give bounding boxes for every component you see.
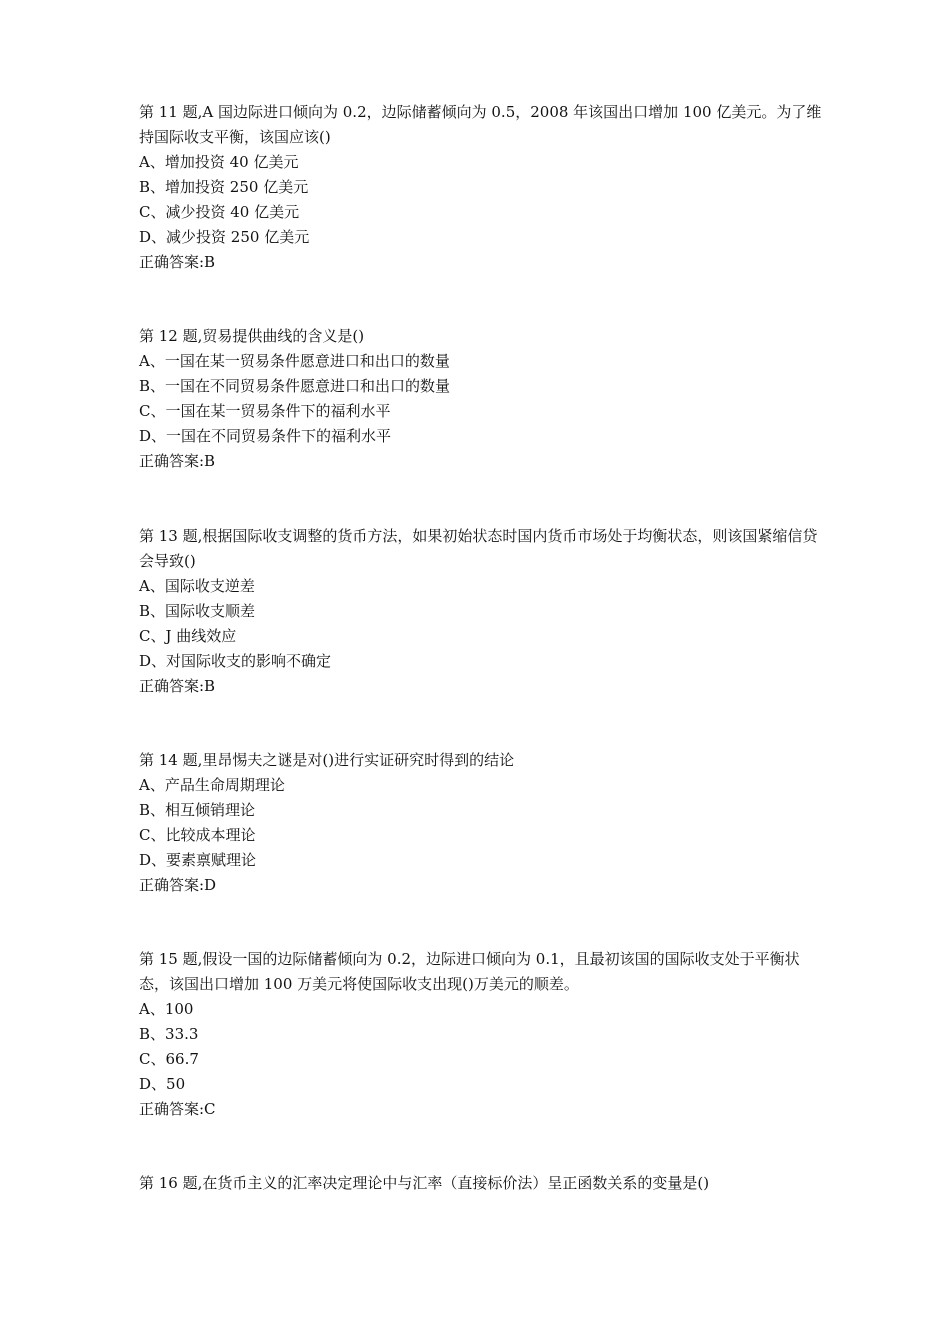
option-c: C、比较成本理论 xyxy=(139,826,256,844)
option-a: A、一国在某一贸易条件愿意进口和出口的数量 xyxy=(139,352,450,370)
option-b: B、相互倾销理论 xyxy=(139,801,256,819)
question-stem: 第 13 题,根据国际收支调整的货币方法，如果初始状态时国内货币市场处于均衡状态，则该国紧缩信贷会导致() xyxy=(139,527,818,570)
question-13 xyxy=(139,524,829,699)
correct-answer: 正确答案:B xyxy=(139,452,216,470)
option-a: A、产品生命周期理论 xyxy=(139,776,285,794)
option-d: D、50 xyxy=(139,1075,186,1093)
correct-answer: 正确答案:D xyxy=(139,876,217,894)
question-stem: 第 16 题,在货币主义的汇率决定理论中与汇率（直接标价法）呈正函数关系的变量是() xyxy=(139,1174,710,1192)
question-15 xyxy=(139,947,829,1122)
question-16 xyxy=(139,1171,829,1196)
question-14 xyxy=(139,748,829,898)
option-c: C、减少投资 40 亿美元 xyxy=(139,203,300,221)
option-c: C、J 曲线效应 xyxy=(139,627,237,645)
option-a: A、国际收支逆差 xyxy=(139,577,255,595)
question-stem: 第 11 题,A 国边际进口倾向为 0.2，边际储蓄倾向为 0.5，2008 年该国出口增加 100 亿美元。为了维持国际收支平衡，该国应该() xyxy=(139,103,822,146)
question-12 xyxy=(139,324,829,474)
correct-answer: 正确答案:B xyxy=(139,253,216,271)
option-d: D、减少投资 250 亿美元 xyxy=(139,228,310,246)
correct-answer: 正确答案:C xyxy=(139,1100,216,1118)
question-stem: 第 15 题,假设一国的边际储蓄倾向为 0.2，边际进口倾向为 0.1，且最初该国的国际收支处于平衡状态，该国出口增加 100 万美元将使国际收支出现()万美元的顺差。 xyxy=(139,950,800,993)
option-d: D、要素禀赋理论 xyxy=(139,851,257,869)
option-b: B、国际收支顺差 xyxy=(139,602,256,620)
option-c: C、66.7 xyxy=(139,1050,199,1068)
question-stem: 第 12 题,贸易提供曲线的含义是() xyxy=(139,327,365,345)
option-d: D、对国际收支的影响不确定 xyxy=(139,652,332,670)
option-b: B、33.3 xyxy=(139,1025,199,1043)
option-b: B、一国在不同贸易条件愿意进口和出口的数量 xyxy=(139,377,451,395)
option-a: A、100 xyxy=(139,1000,194,1018)
option-a: A、增加投资 40 亿美元 xyxy=(139,153,299,171)
question-stem: 第 14 题,里昂惕夫之谜是对()进行实证研究时得到的结论 xyxy=(139,751,515,769)
option-c: C、一国在某一贸易条件下的福利水平 xyxy=(139,402,391,420)
option-b: B、增加投资 250 亿美元 xyxy=(139,178,309,196)
correct-answer: 正确答案:B xyxy=(139,677,216,695)
option-d: D、一国在不同贸易条件下的福利水平 xyxy=(139,427,392,445)
question-11 xyxy=(139,100,829,275)
